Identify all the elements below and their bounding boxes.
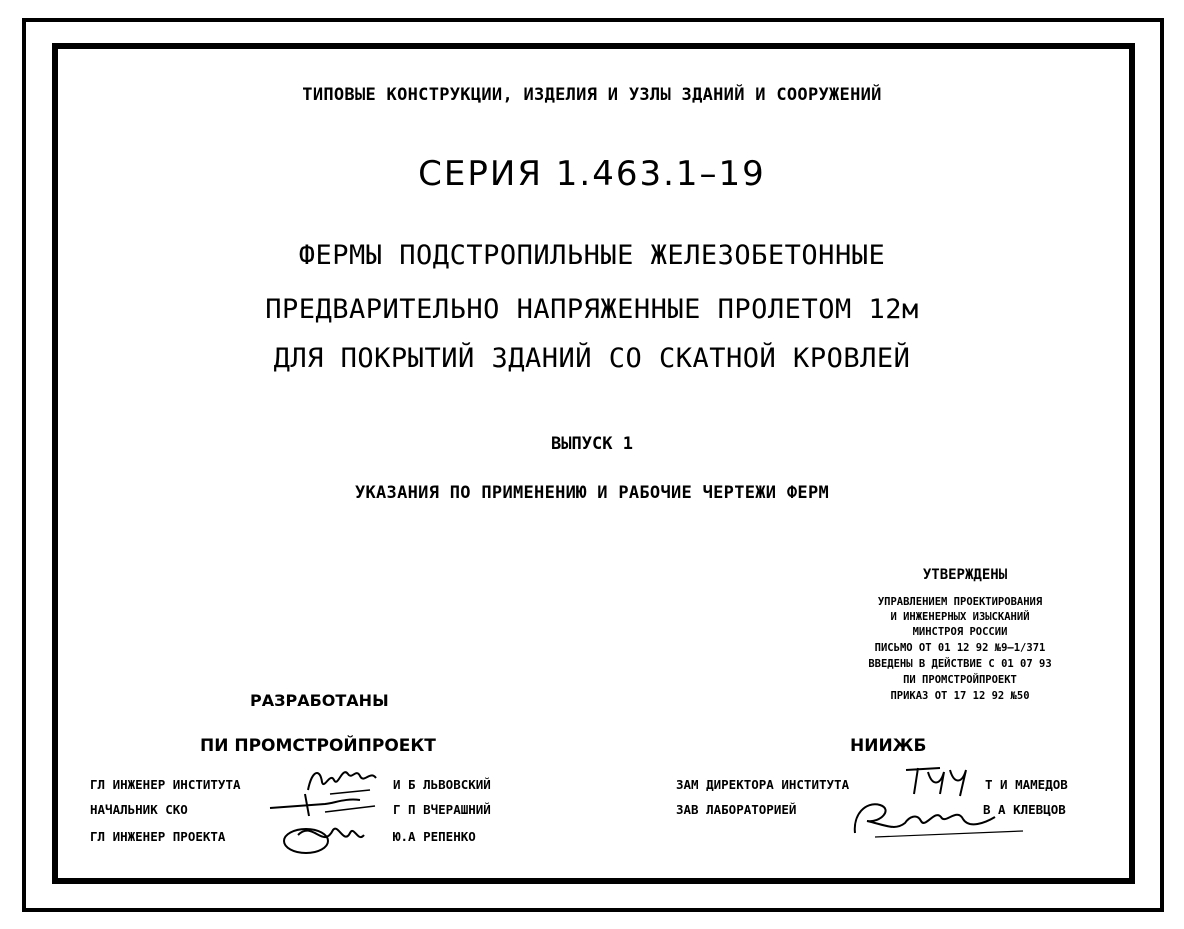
issue-label: ВЫПУСК 1 [551, 434, 633, 454]
main-title-line-3: ДЛЯ ПОКРЫТИЙ ЗДАНИЙ СО СКАТНОЙ КРОВЛЕЙ [273, 343, 911, 374]
subtitle: УКАЗАНИЯ ПО ПРИМЕНЕНИЮ И РАБОЧИЕ ЧЕРТЕЖИ ФЕРМ [354, 483, 830, 503]
signatory-name: В А КЛЕВЦОВ [983, 802, 1066, 817]
approval-line: ПИ ПРОМСТРОЙПРОЕКТ [903, 674, 1017, 686]
developer-organization: ПИ ПРОМСТРОЙПРОЕКТ [200, 736, 436, 756]
developed-heading: РАЗРАБОТАНЫ [250, 691, 389, 710]
signatory-name: Ю.А РЕПЕНКО [393, 829, 476, 844]
signature-mamedov-icon [900, 760, 980, 800]
signature-klevtsov-icon [845, 795, 1025, 840]
main-title-line-2: ПРЕДВАРИТЕЛЬНО НАПРЯЖЕННЫЕ ПРОЛЕТОМ 12м [265, 294, 919, 325]
signatory-position: НАЧАЛЬНИК СКО [90, 802, 188, 817]
approved-heading: УТВЕРЖДЕНЫ [922, 567, 1008, 583]
approval-line: МИНСТРОЯ РОССИИ [912, 626, 1008, 638]
signatory-position: ГЛ ИНЖЕНЕР ПРОЕКТА [90, 829, 226, 844]
niizhb-organization: НИИЖБ [850, 736, 927, 756]
approval-line: И ИНЖЕНЕРНЫХ ИЗЫСКАНИЙ [890, 611, 1030, 623]
signatory-name: Т И МАМЕДОВ [985, 777, 1068, 792]
signatory-name: Г П ВЧЕРАШНИЙ [393, 802, 491, 817]
series-title: СЕРИЯ 1.463.1–19 [418, 154, 766, 194]
approval-line: ПРИКАЗ ОТ 17 12 92 №50 [890, 690, 1030, 702]
approval-line: УПРАВЛЕНИЕМ ПРОЕКТИРОВАНИЯ [877, 596, 1043, 608]
approval-line: ПИСЬМО ОТ 01 12 92 №9–1/371 [874, 642, 1046, 654]
signature-repenko-icon [278, 815, 373, 860]
top-title: ТИПОВЫЕ КОНСТРУКЦИИ, ИЗДЕЛИЯ И УЗЛЫ ЗДАНИЙ И СООРУЖЕНИЙ [302, 85, 882, 105]
signatory-position: ГЛ ИНЖЕНЕР ИНСТИТУТА [90, 777, 241, 792]
main-title-line-1: ФЕРМЫ ПОДСТРОПИЛЬНЫЕ ЖЕЛЕЗОБЕТОННЫЕ [298, 240, 886, 271]
signatory-position: ЗАМ ДИРЕКТОРА ИНСТИТУТА [676, 777, 850, 792]
approval-line: ВВЕДЕНЫ В ДЕЙСТВИЕ С 01 07 93 [868, 658, 1052, 670]
signatory-position: ЗАВ ЛАБОРАТОРИЕЙ [676, 802, 797, 817]
signatory-name: И Б ЛЬВОВСКИЙ [393, 777, 491, 792]
